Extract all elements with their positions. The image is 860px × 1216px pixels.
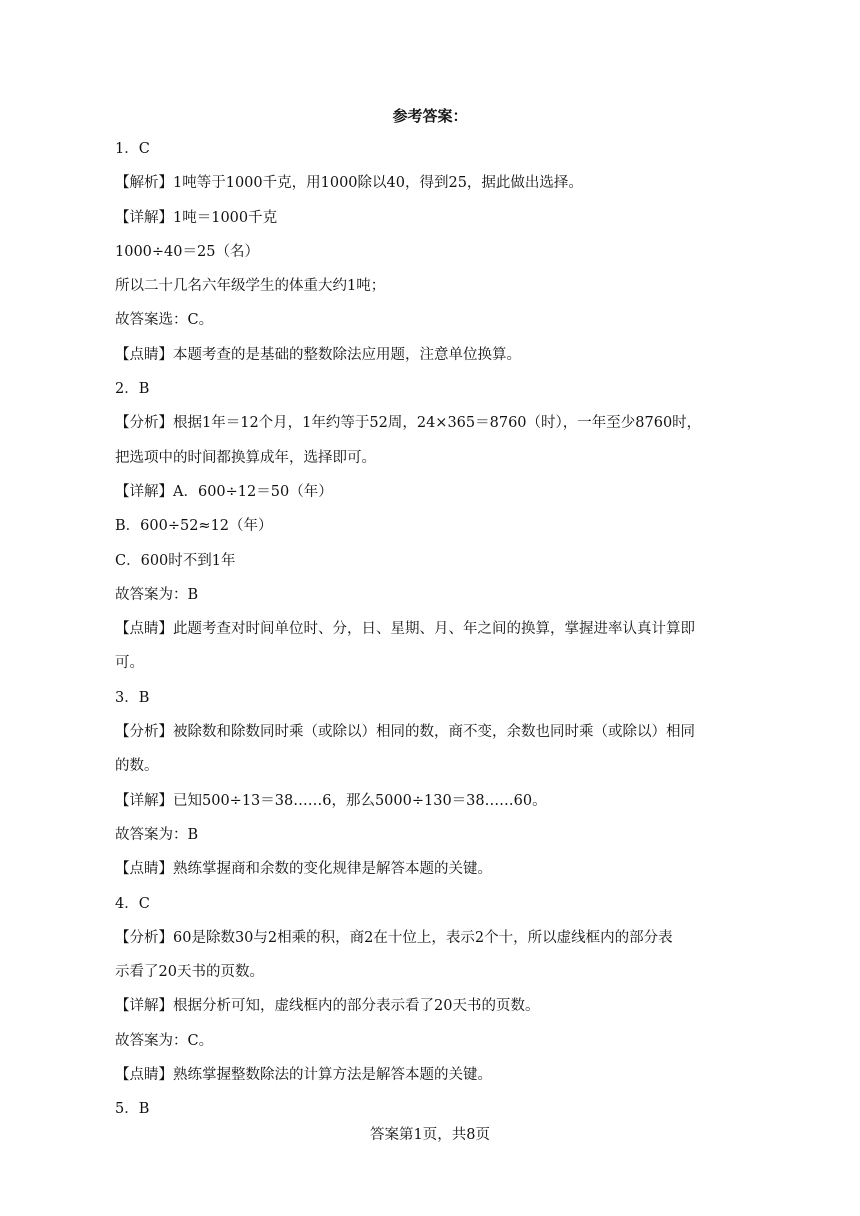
text-line: 所以二十几名六年级学生的体重大约1吨；	[115, 278, 386, 295]
text-line: 故答案为：B	[115, 586, 199, 603]
text-line: C．600时不到1年	[115, 552, 236, 569]
text-line: 2．B	[115, 381, 150, 398]
text-line: 把选项中的时间都换算成年，选择即可。	[115, 449, 376, 466]
text-line: 5．B	[115, 1101, 150, 1118]
text-line: 1000÷40＝25（名）	[115, 243, 259, 260]
text-line: 故答案为：C。	[115, 1032, 214, 1049]
text-line: 1．C	[115, 141, 150, 157]
text-line: 【详解】已知500÷13＝38……6，那么5000÷130＝38……60。	[115, 792, 547, 809]
text-line: 【分析】根据1年＝12个月，1年约等于52周，24×365＝8760（时），一年至少8760时，	[115, 415, 702, 432]
answer-body	[115, 132, 735, 1127]
text-line: 【点睛】此题考查对时间单位时、分，日、星期、月、年之间的换算，掌握进率认真计算即	[115, 621, 695, 638]
text-line: 【分析】60是除数30与2相乘的积，商2在十位上，表示2个十，所以虚线框内的部分表	[115, 929, 673, 946]
page-footer: 答案第1页，共8页	[370, 1127, 490, 1143]
text-line: 【点睛】熟练掌握商和余数的变化规律是解答本题的关键。	[115, 861, 492, 878]
text-line: 【详解】A．600÷12＝50（年）	[115, 483, 333, 500]
text-line: 【解析】1吨等于1000千克，用1000除以40，得到25，据此做出选择。	[115, 175, 583, 192]
text-line: 示看了20天书的页数。	[115, 964, 264, 981]
text-line: 可。	[115, 655, 144, 672]
page-title: 参考答案：	[392, 107, 468, 125]
text-line: B．600÷52≈12（年）	[115, 518, 273, 535]
text-line: 3．B	[115, 689, 150, 706]
text-line: 【详解】根据分析可知，虚线框内的部分表示看了20天书的页数。	[115, 998, 540, 1015]
text-line: 【点睛】本题考查的是基础的整数除法应用题，注意单位换算。	[115, 346, 521, 363]
text-line: 【点睛】熟练掌握整数除法的计算方法是解答本题的关键。	[115, 1067, 492, 1084]
text-line: 故答案为：B	[115, 826, 199, 843]
text-line: 的数。	[115, 758, 159, 775]
text-line: 故答案选：C。	[115, 312, 214, 329]
text-line: 【详解】1吨＝1000千克	[115, 209, 278, 226]
text-line: 4．C	[115, 895, 150, 912]
text-line: 【分析】被除数和除数同时乘（或除以）相同的数，商不变，余数也同时乘（或除以）相同	[115, 724, 695, 741]
